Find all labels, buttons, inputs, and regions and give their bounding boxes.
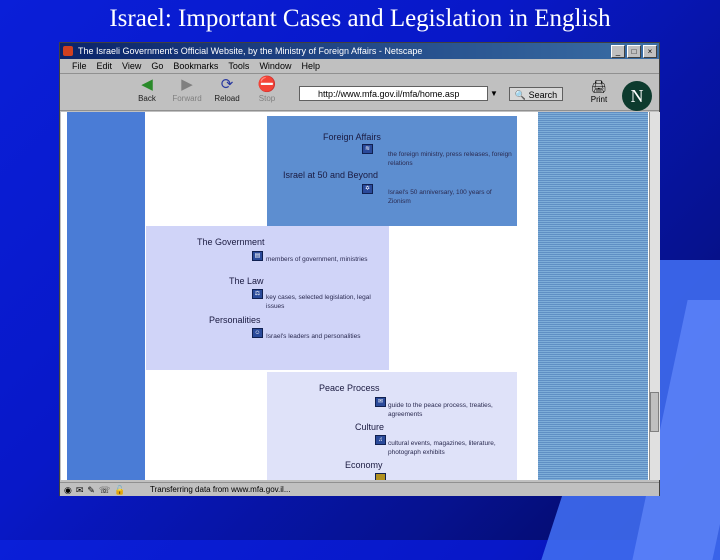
striped-background-panel <box>538 112 648 480</box>
back-button[interactable] <box>130 76 164 103</box>
minimize-button[interactable]: _ <box>611 45 625 58</box>
window-title: The Israeli Government's Official Website, by the Ministry of Foreign Affairs - Netscape <box>78 46 423 56</box>
status-bar <box>60 482 659 496</box>
reload-button[interactable] <box>210 76 244 103</box>
forward-button[interactable] <box>170 76 204 103</box>
foreign-affairs-description: the foreign ministry, press releases, foreign relations <box>388 151 512 167</box>
israel-50-icon[interactable]: ✡ <box>362 184 373 194</box>
url-field[interactable]: http://www.mfa.gov.il/mfa/home.asp <box>299 86 499 101</box>
link-economy[interactable]: Economy <box>345 460 383 470</box>
stop-icon: ⛔ <box>257 76 277 93</box>
link-the-government[interactable]: The Government <box>197 237 265 247</box>
stop-button[interactable] <box>250 76 284 103</box>
close-button[interactable]: × <box>643 45 657 58</box>
search-label: Search <box>528 90 558 100</box>
reload-icon: ⟳ <box>220 76 234 93</box>
status-text: Transferring data from www.mfa.gov.il... <box>150 485 291 494</box>
page-content <box>61 112 649 480</box>
back-arrow-icon: ◀ <box>141 76 153 93</box>
peace-process-description: guide to the peace process, treaties, agreements <box>388 402 493 418</box>
menu-view[interactable]: View <box>122 61 142 71</box>
menu-bar <box>60 59 659 74</box>
israel-50-description: Israel's 50 anniversary, 100 years of Zionism <box>388 189 492 205</box>
government-description: members of government, ministries <box>266 256 368 263</box>
link-personalities[interactable]: Personalities <box>209 315 261 325</box>
url-dropdown-icon[interactable]: ▼ <box>487 86 500 101</box>
personalities-description: Israel's leaders and personalities <box>266 333 361 340</box>
print-button[interactable] <box>585 79 613 104</box>
composer-icon[interactable]: ✎ <box>87 485 95 495</box>
law-scales-icon[interactable]: ⚖ <box>252 289 263 299</box>
link-peace-process[interactable]: Peace Process <box>319 383 380 393</box>
culture-description: cultural events, magazines, literature, photograph exhibits <box>388 440 496 456</box>
menu-go[interactable]: Go <box>151 61 164 71</box>
maximize-button[interactable]: □ <box>627 45 641 58</box>
search-icon: 🔍 <box>514 90 527 100</box>
link-culture[interactable]: Culture <box>355 422 385 432</box>
mail-icon[interactable]: ✉ <box>75 485 84 495</box>
back-label: Back <box>138 94 156 103</box>
government-icon[interactable]: ▤ <box>252 251 263 261</box>
address-book-icon[interactable]: ☏ <box>98 485 111 495</box>
culture-icon[interactable]: ♫ <box>375 435 386 445</box>
link-israel-at-50[interactable]: Israel at 50 and Beyond <box>283 170 379 180</box>
search-button[interactable] <box>509 87 563 101</box>
law-description: key cases, selected legislation, legal issues <box>266 294 371 310</box>
forward-arrow-icon: ▶ <box>181 76 193 93</box>
menu-file[interactable]: File <box>72 61 87 71</box>
lavender-section-block-lower <box>267 372 517 480</box>
left-blue-bar <box>67 112 145 480</box>
print-label: Print <box>590 95 608 104</box>
menu-help[interactable]: Help <box>301 61 320 71</box>
menu-window[interactable]: Window <box>259 61 292 71</box>
security-lock-icon[interactable]: 🔓 <box>114 485 126 495</box>
reload-label: Reload <box>214 94 240 103</box>
link-foreign-affairs[interactable]: Foreign Affairs <box>323 132 381 142</box>
white-panel <box>146 112 267 222</box>
stop-label: Stop <box>258 94 276 103</box>
navigator-icon[interactable]: ◉ <box>64 485 72 495</box>
forward-label: Forward <box>172 94 202 103</box>
netscape-app-icon <box>63 46 73 56</box>
economy-icon[interactable] <box>375 473 386 480</box>
slide-title: Israel: Important Cases and Legislation in English <box>109 5 611 32</box>
browser-titlebar <box>60 43 659 59</box>
foreign-affairs-icon[interactable]: ≋ <box>362 144 373 154</box>
peace-process-icon[interactable]: ✉ <box>375 397 386 407</box>
personalities-icon[interactable]: ☺ <box>252 328 263 338</box>
menu-edit[interactable]: Edit <box>96 61 113 71</box>
menu-bookmarks[interactable]: Bookmarks <box>173 61 219 71</box>
menu-tools[interactable]: Tools <box>228 61 250 71</box>
scrollbar-thumb[interactable] <box>650 392 659 432</box>
link-the-law[interactable]: The Law <box>229 276 264 286</box>
browser-window <box>59 42 660 496</box>
netscape-logo: N <box>622 81 652 111</box>
print-icon: 🖨 <box>590 79 608 94</box>
vertical-scrollbar[interactable] <box>649 112 660 480</box>
